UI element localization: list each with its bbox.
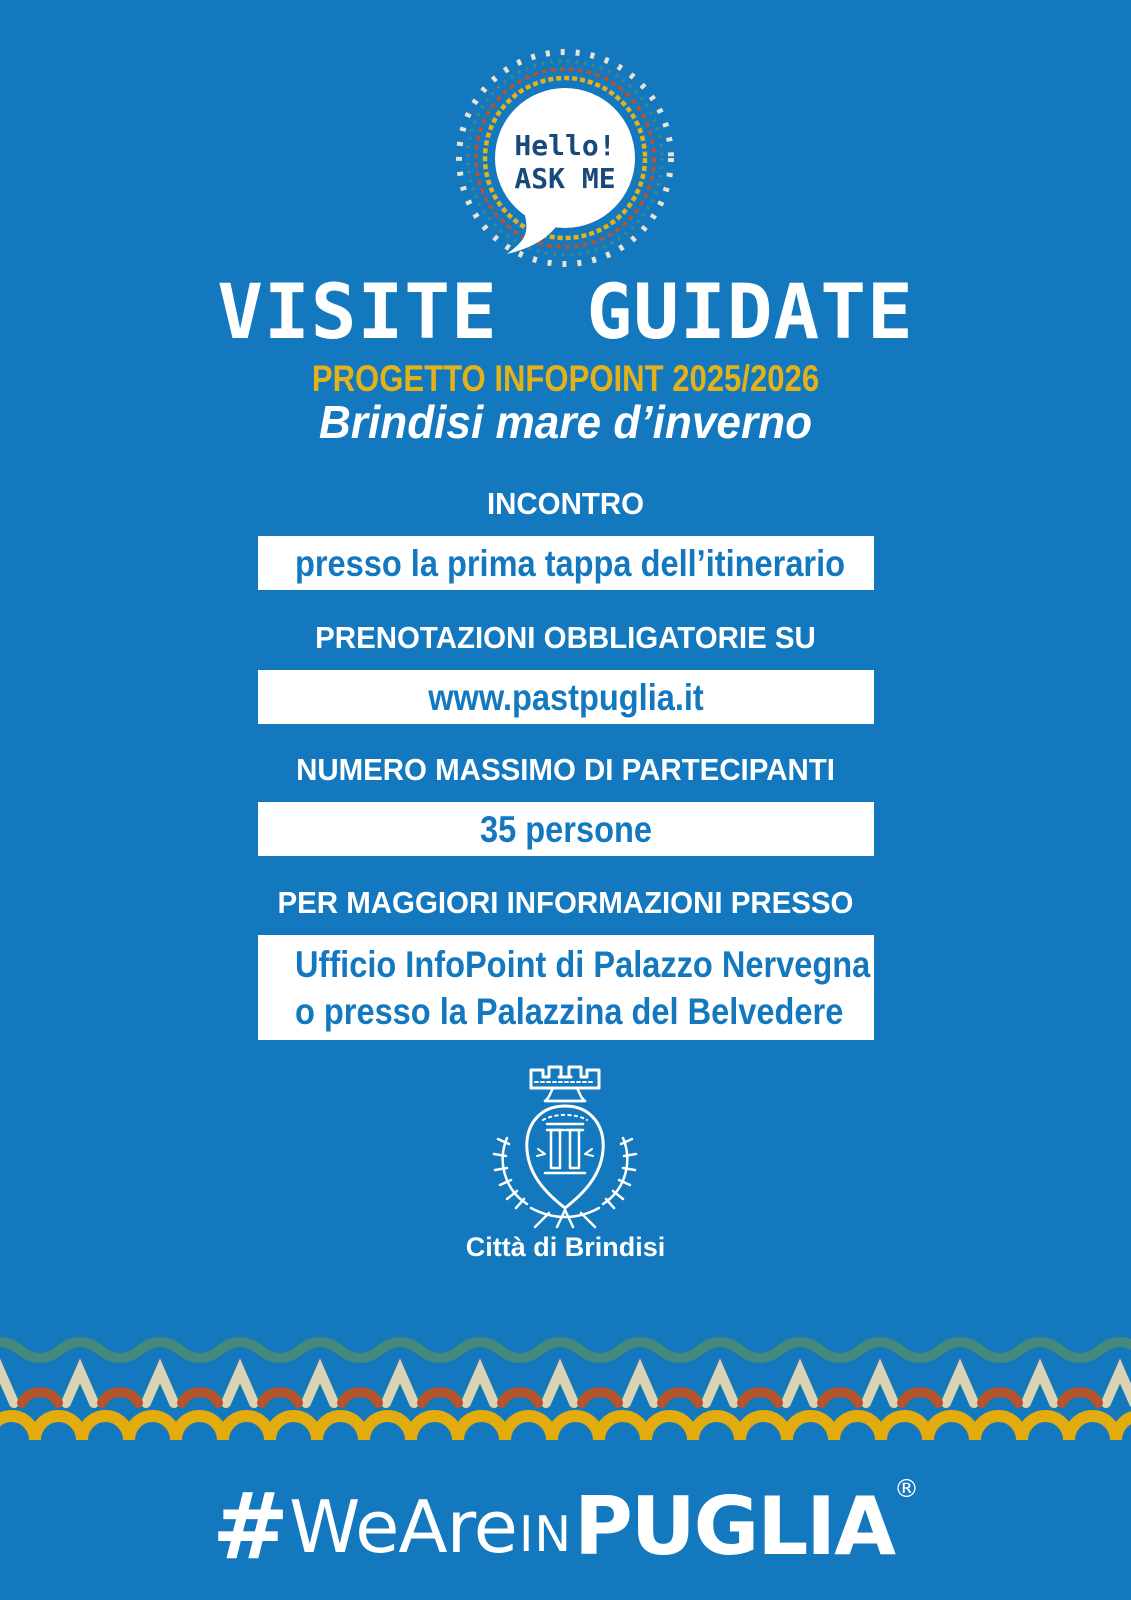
section-header: INCONTRO [486, 486, 645, 521]
info-line: Ufficio InfoPoint di Palazzo Nervegna [294, 943, 870, 985]
weare-text: WeAre [289, 1485, 517, 1569]
poster-subtitle: PROGETTO INFOPOINT 2025/2026 [311, 358, 820, 399]
info-line: 35 persone [479, 808, 652, 850]
speech-bubble-icon [435, 38, 695, 278]
chevron-arc-row [0, 1371, 1131, 1403]
booking-url: www.pastpuglia.it [427, 676, 704, 718]
city-crest-icon [465, 1058, 665, 1230]
wave-teal [0, 1342, 1131, 1358]
in-text: IN [518, 1505, 573, 1563]
info-line: o presso la Palazzina del Belvedere [294, 990, 843, 1032]
section-incontro [0, 485, 1131, 590]
puglia-text: PUGLIA [574, 1480, 894, 1573]
poster-tagline: Brindisi mare d’inverno [318, 396, 813, 448]
info-bar [258, 536, 874, 590]
section-header: PER MAGGIORI INFORMAZIONI PRESSO [277, 885, 854, 920]
border-pattern [0, 1328, 1131, 1458]
footer-hashtag [0, 1462, 1131, 1592]
logo-line1: Hello! [514, 129, 616, 162]
section-informazioni [0, 884, 1131, 1040]
info-bar [258, 935, 874, 1040]
registered-mark: ® [893, 1474, 919, 1503]
section-prenotazioni [0, 619, 1131, 724]
scallop-yellow [0, 1416, 1131, 1440]
section-partecipanti [0, 751, 1131, 856]
logo-line2: ASK ME [514, 162, 616, 195]
info-line: presso la prima tappa dell’itinerario [294, 542, 845, 584]
info-bar [258, 802, 874, 856]
ask-me-logo [435, 38, 695, 278]
section-header: PRENOTAZIONI OBBLIGATORIE SU [315, 620, 816, 655]
info-bar [258, 670, 874, 724]
poster-title: VISITE GUIDATE [217, 267, 914, 356]
hash-symbol: # [212, 1473, 290, 1580]
crest-caption: Città di Brindisi [465, 1232, 666, 1262]
section-header: NUMERO MASSIMO DI PARTECIPANTI [296, 752, 835, 787]
